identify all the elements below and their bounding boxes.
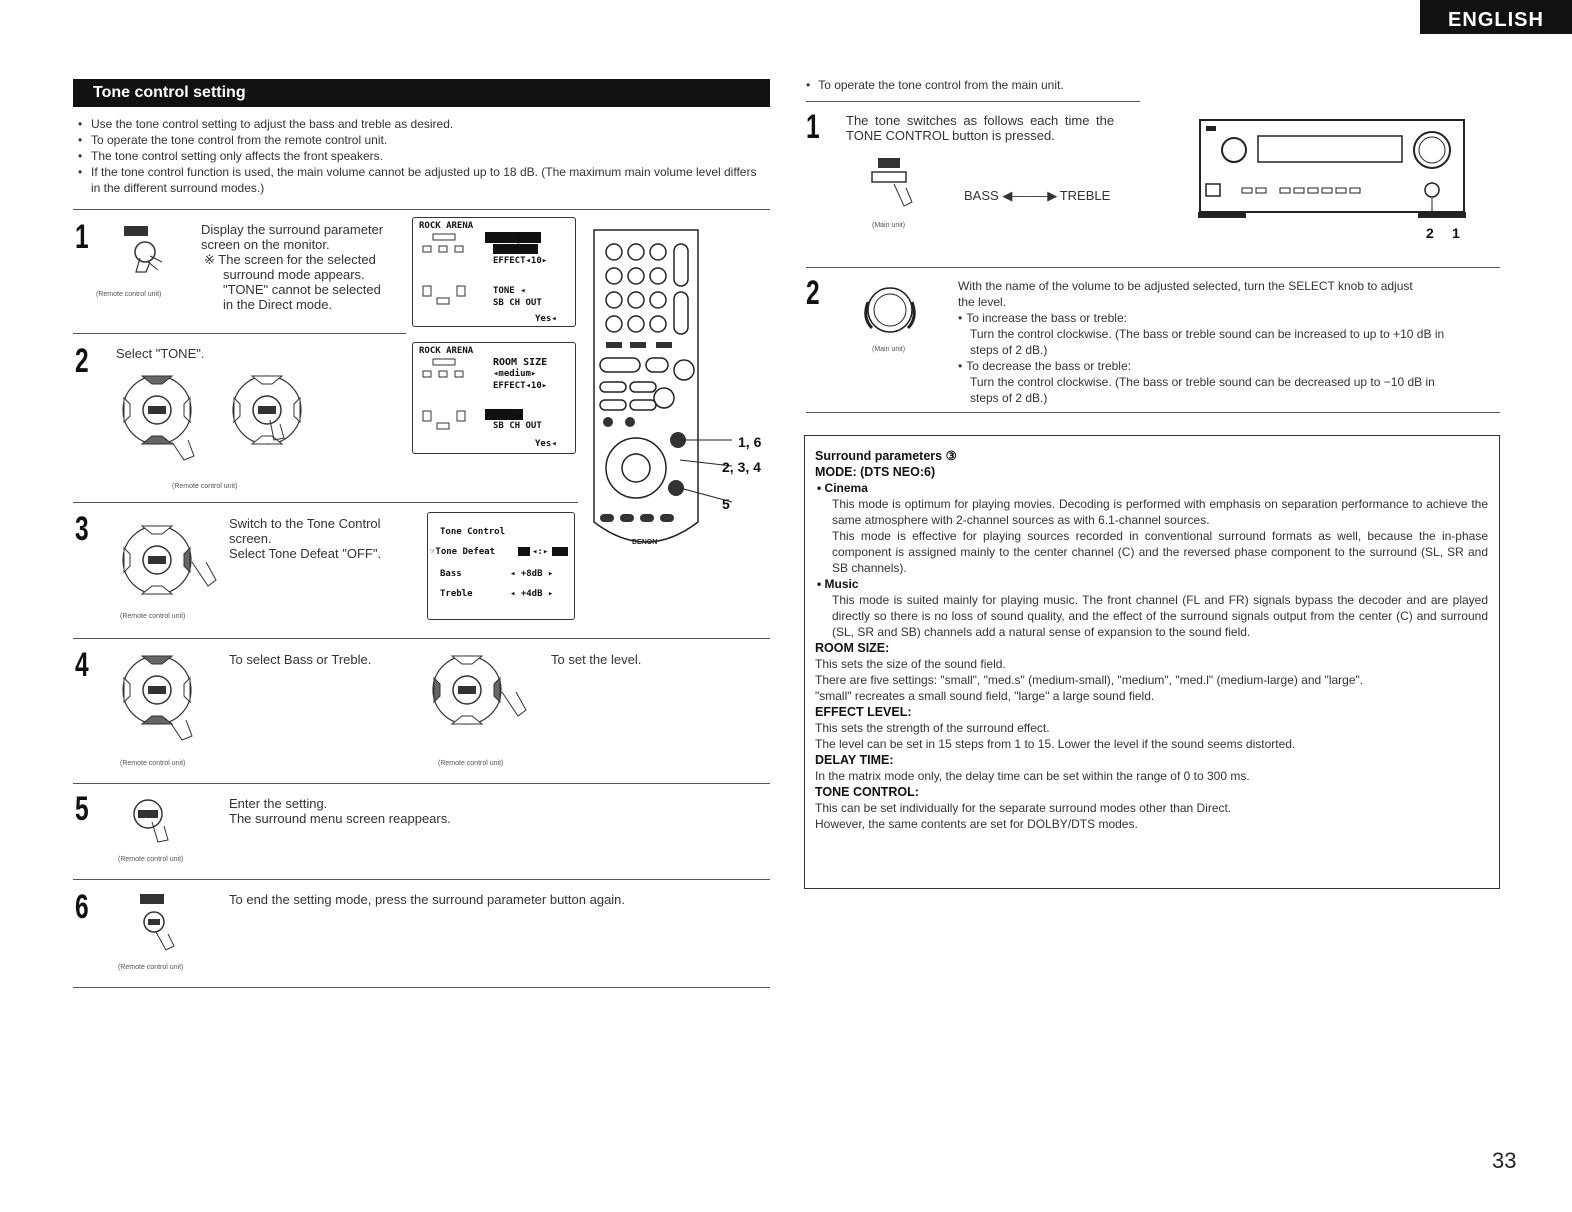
svg-text:DENON: DENON xyxy=(632,539,658,546)
right-bullet: • To operate the tone control from the main unit. xyxy=(806,78,1064,92)
double-arrow-icon: ◀———▶ xyxy=(1002,188,1057,203)
remote-caption: (Remote control unit) xyxy=(438,760,504,767)
cursor-pad-icon xyxy=(112,648,212,748)
step3-text: Switch to the Tone Control screen. Select Tone Defeat "OFF". xyxy=(229,516,382,561)
treble-label: TREBLE xyxy=(1059,188,1111,203)
surround-parameter-button-icon xyxy=(112,222,182,282)
cursor-pad-enter-icon xyxy=(222,370,322,470)
cursor-pad-icon xyxy=(112,370,212,470)
remote-control-illustration xyxy=(586,222,706,568)
step-number: 2 xyxy=(806,274,820,312)
callout-label: 2 xyxy=(1426,225,1434,241)
divider xyxy=(73,209,770,210)
divider xyxy=(73,502,578,503)
step-number: 1 xyxy=(806,108,820,146)
tone-control-button-icon xyxy=(868,156,928,212)
divider xyxy=(73,333,406,334)
remote-caption: (Remote control unit) xyxy=(120,760,186,767)
language-tab: ENGLISH xyxy=(1420,0,1572,34)
step4-right-text: To set the level. xyxy=(551,652,642,667)
osd-tone-control: Tone Control ☞Tone Defeat ON ◂:▸ OFF Bass ◂ +8dB ▸ Treble ◂ +4dB ▸ xyxy=(427,512,575,620)
section-title: Tone control setting xyxy=(93,84,246,101)
cursor-pad-icon xyxy=(112,512,222,612)
bass-treble-toggle xyxy=(964,188,1110,203)
surround-parameters-content: Surround parameters ③ MODE: (DTS NEO:6) • Cinema This mode is optimum for playing movies. Decoding is performed with emphasis on separation performance to achieve the same atmosphere with 2-channel sources as with 6.1-channel sources. This mode is effective for playing sources recorded in conventional surround formats as well, because the in-phase component is assigned mainly to the center channel (C) and the reversed phase component to the surround (SL, SR and SB channels). • Music This mode is suited mainly for playing music. The front channel (FL and FR) signals bypass the decoder and are played directly so there is no loss of sound quality, and the effect of the surround signals output from the center (C) and surround (SL, SR and SB) channels add a natural sense of expansion to the sound field. ROOM SIZE: This sets the size of the sound field. There are five settings: "small", "med.s" (medium-small), "medium", "med.l" (medium-large) and "large". "small" recreates a small sound field, "large" a large sound field. EFFECT LEVEL: This sets the strength of the surround effect. The level can be set in 15 steps from 1 to 15. Lower the level if the sound seems distorted. DELAY TIME: In the matrix mode only, the delay time can be set within the range of 0 to 300 ms. TONE CONTROL: This can be set individually for the separate surround modes other than Direct. However, the same contents are set for DOLBY/DTS modes. xyxy=(815,449,1488,831)
remote-caption: (Remote control unit) xyxy=(172,483,238,490)
remote-caption: (Remote control unit) xyxy=(120,613,186,620)
page-number: 33 xyxy=(1492,1148,1517,1173)
right-step2-text: With the name of the volume to be adjusted selected, turn the SELECT knob to adjust the level. • To increase the bass or treble: Turn the control clockwise. (The bass or treble sound can be increased to up to +10 dB in steps of 2 dB.) • To decrease the bass or treble: Turn the control clockwise. (The bass or treble sound can be decreased up to −10 dB in steps of 2 dB.) xyxy=(958,279,1445,405)
list-item: • Use the tone control setting to adjust the bass and treble as desired. xyxy=(76,116,766,132)
bass-label: BASS xyxy=(964,188,999,203)
list-item: • To operate the tone control from the remote control unit. xyxy=(76,132,766,148)
step-number: 4 xyxy=(75,646,89,684)
step-number: 1 xyxy=(75,218,89,256)
callout-label: 5 xyxy=(722,496,730,512)
select-knob-icon xyxy=(858,280,922,340)
receiver-front-panel xyxy=(1196,118,1468,230)
step-number: 6 xyxy=(75,888,89,926)
main-caption: (Main unit) xyxy=(872,222,906,229)
step5-text: Enter the setting. The surround menu screen reappears. xyxy=(229,796,451,826)
remote-caption: (Remote control unit) xyxy=(96,291,162,298)
step-number: 2 xyxy=(75,342,89,380)
osd-screen: ROCK ARENA ROOM SIZE ◂medium▸ EFFECT◂10▸ TONE ◂ SB CH OUT Yes◂ xyxy=(412,342,576,454)
step2-text: Select "TONE". xyxy=(116,346,205,361)
enter-button-icon xyxy=(112,792,192,852)
step4-left-text: To select Bass or Treble. xyxy=(229,652,372,667)
callout-label: 1, 6 xyxy=(738,434,762,450)
step-number: 3 xyxy=(75,510,89,548)
intro-list xyxy=(76,116,766,196)
remote-caption: (Remote control unit) xyxy=(118,856,184,863)
step6-text: To end the setting mode, press the surround parameter button again. xyxy=(229,892,626,907)
callout-label: 2, 3, 4 xyxy=(722,459,761,475)
divider xyxy=(73,879,770,880)
main-caption: (Main unit) xyxy=(872,346,906,353)
surround-parameter-button-icon xyxy=(112,892,192,958)
divider xyxy=(806,267,1500,268)
divider xyxy=(806,101,1140,102)
divider xyxy=(73,783,770,784)
right-step1-text: The tone switches as follows each time the TONE CONTROL button is pressed. xyxy=(846,113,1115,143)
divider xyxy=(73,987,770,988)
list-item: • If the tone control function is used, the main volume cannot be adjusted up to 18 dB. (The maximum main volume level differs in the different surround modes.) xyxy=(76,164,766,196)
step-number: 5 xyxy=(75,790,89,828)
cursor-pad-icon xyxy=(422,648,532,748)
callout-label: 1 xyxy=(1452,225,1460,241)
list-item: • The tone control setting only affects the front speakers. xyxy=(76,148,766,164)
step1-text: Display the surround parameter screen on the monitor. ※ The screen for the selected surround mode appears. "TONE" cannot be selected in the Direct mode. xyxy=(201,222,384,312)
osd-screen: ROCK ARENA ROOM SIZE ◂medium▸ EFFECT◂10▸ TONE ◂ SB CH OUT Yes◂ xyxy=(412,217,576,327)
remote-caption: (Remote control unit) xyxy=(118,964,184,971)
divider xyxy=(806,412,1500,413)
divider xyxy=(73,638,770,639)
